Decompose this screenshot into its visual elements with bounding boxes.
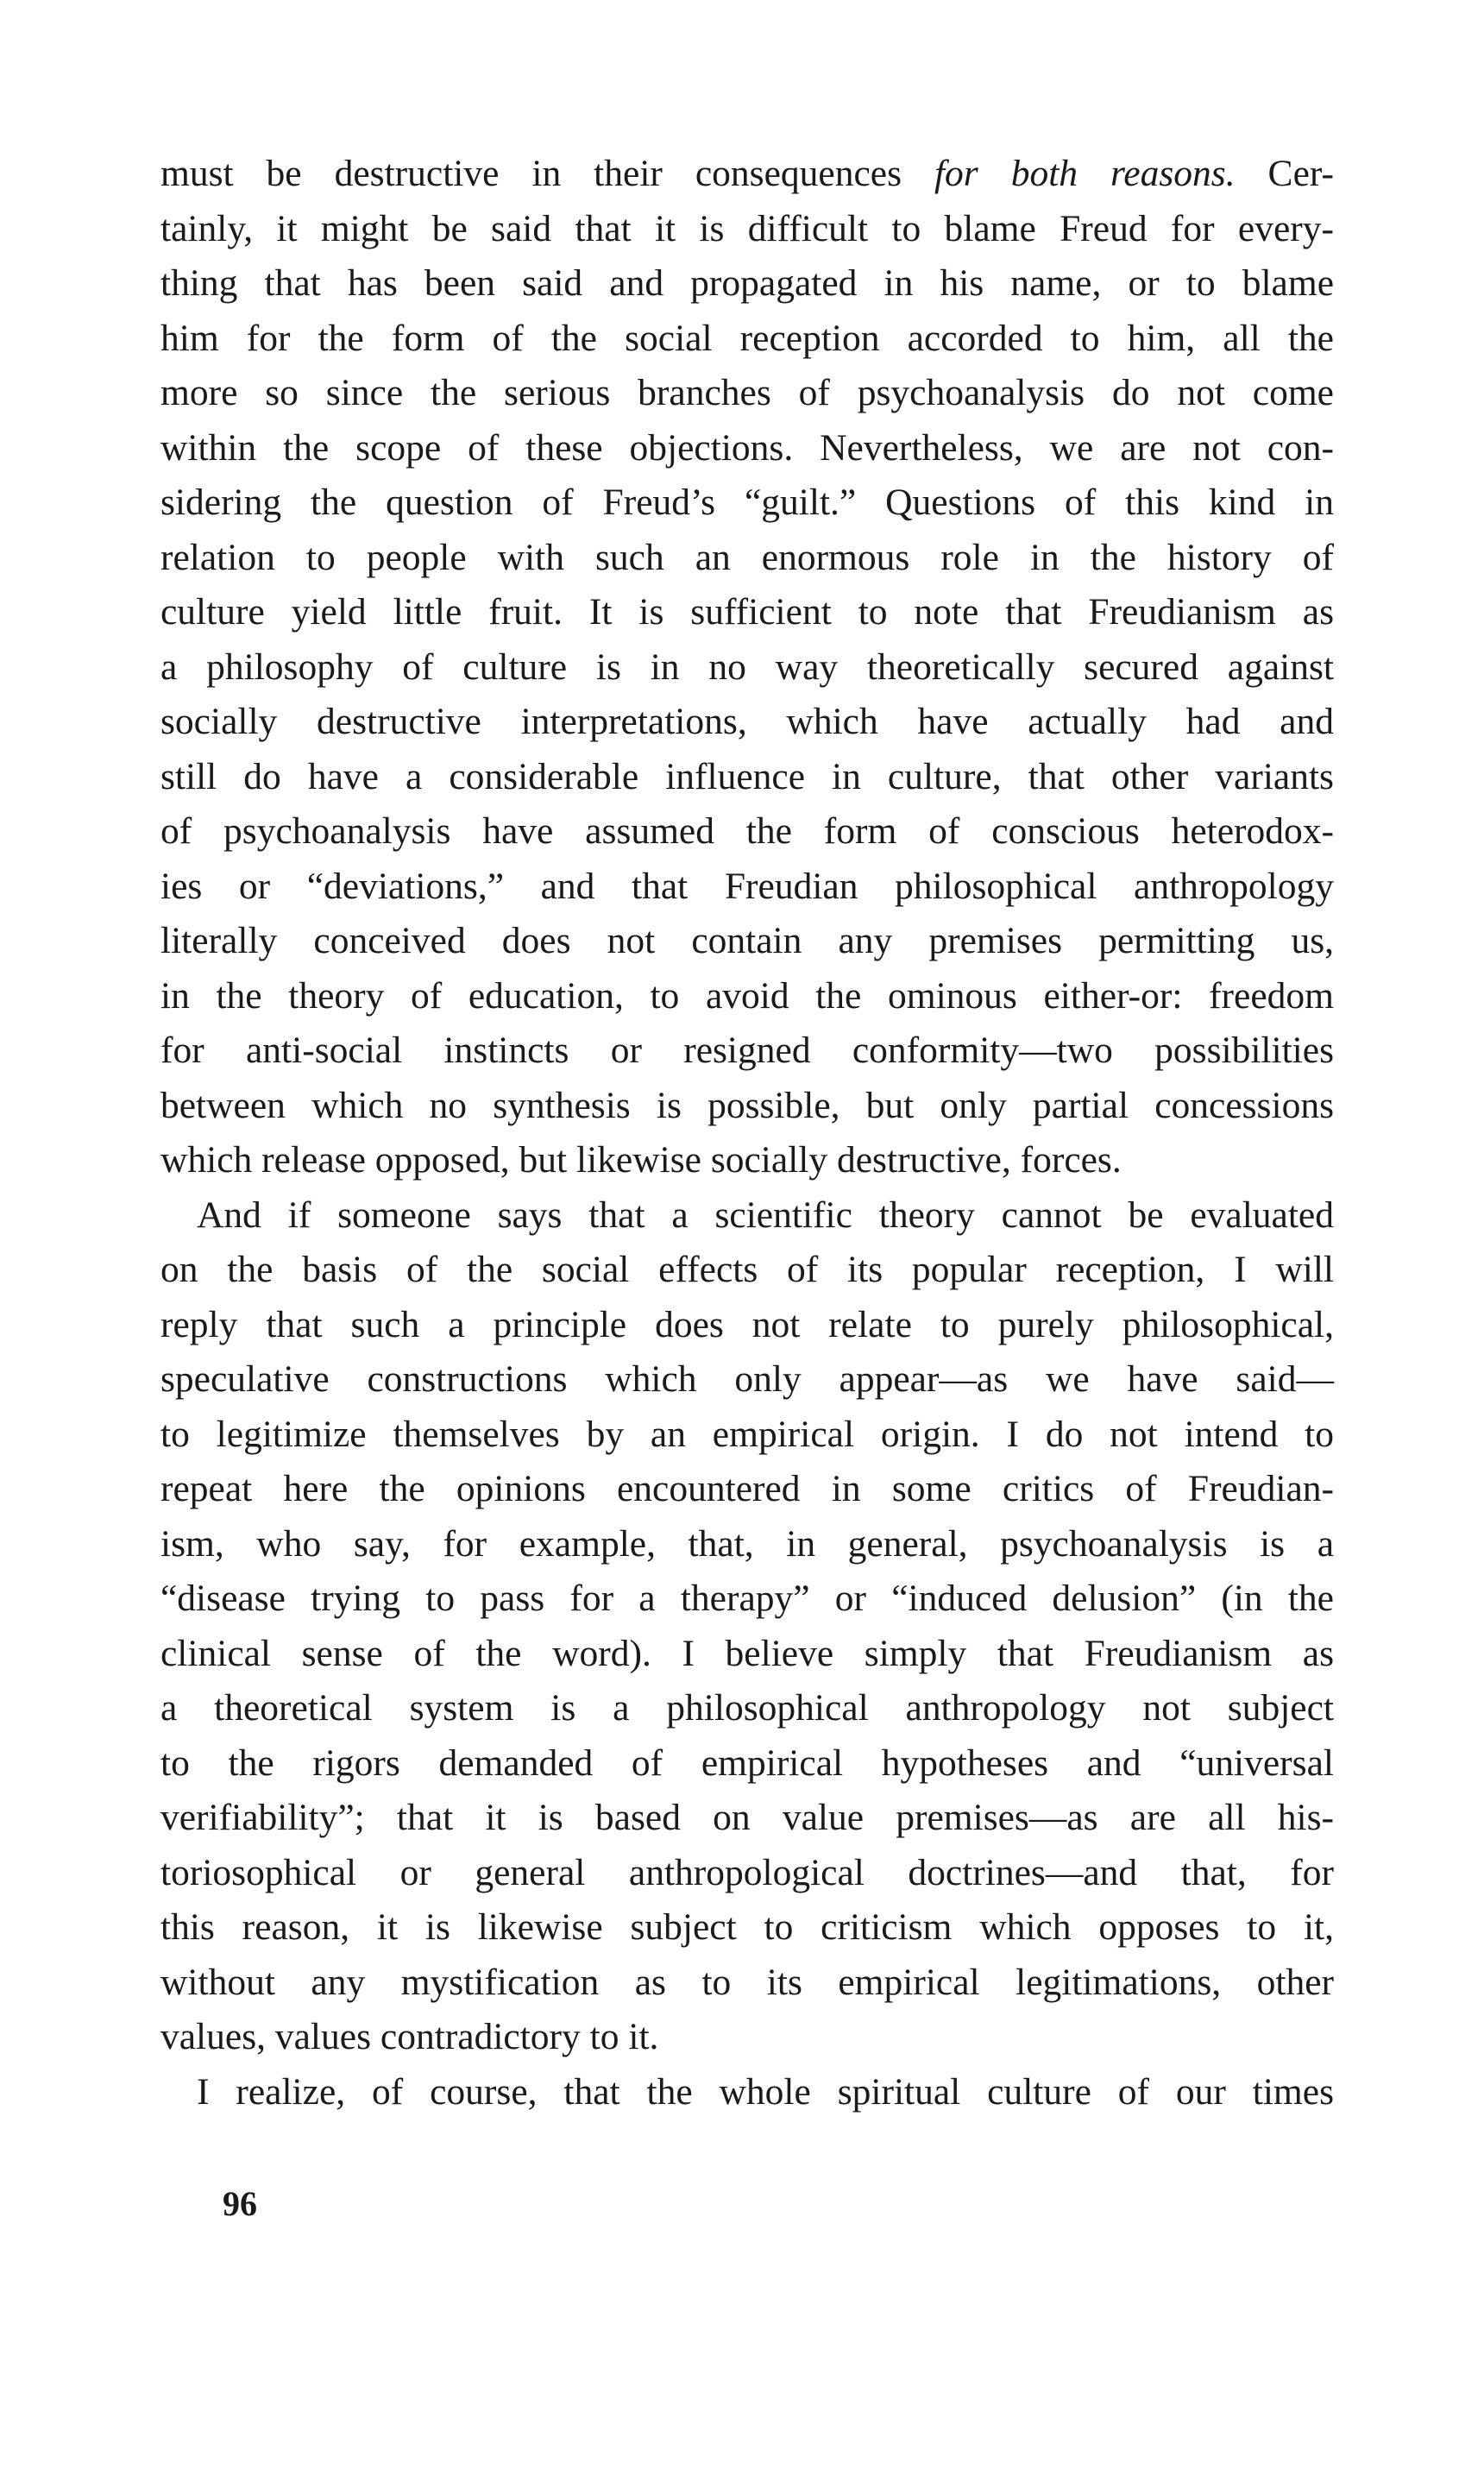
text-line: sidering the question of Freud’s “guilt.” Questions of this kind in: [160, 482, 1334, 523]
text-line: in the theory of education, to avoid the ominous either-or: freedom: [160, 974, 1334, 1017]
text-line: to the rigors demanded of empirical hypotheses and “universal: [160, 1742, 1334, 1784]
text-line: thing that has been said and propagated in his name, or to blame: [160, 262, 1334, 304]
text-line: must be destructive in their consequences for both reasons. Cer-: [160, 153, 1334, 194]
text-line: repeat here the opinions encountered in some critics of Freudian-: [160, 1468, 1334, 1509]
text-line: And if someone says that a scientific theory cannot be evaluated: [197, 1194, 1334, 1236]
text-line: speculative constructions which only appear—as we have said—: [160, 1358, 1334, 1400]
text-line: toriosophical or general anthropological doctrines—and that, for: [160, 1851, 1334, 1893]
text-line: a philosophy of culture is in no way theoretically secured against: [160, 646, 1334, 688]
text-line: ism, who say, for example, that, in general, psychoanalysis is a: [160, 1522, 1334, 1565]
paragraph: [160, 1188, 1334, 2065]
text-line: without any mystification as to its empirical legitimations, other: [160, 1961, 1334, 2003]
text-line: verifiability”; that it is based on value premises—as are all his-: [160, 1797, 1334, 1838]
text-line: which release opposed, but likewise socially destructive, forces.: [160, 1139, 1122, 1181]
text-line: socially destructive interpretations, which have actually had and: [160, 701, 1334, 742]
text-line: “disease trying to pass for a therapy” or “induced delusion” (in the: [160, 1578, 1334, 1619]
text-line: I realize, of course, that the whole spiritual culture of our times: [197, 2070, 1334, 2113]
text-line: between which no synthesis is possible, but only partial concessions: [160, 1084, 1334, 1126]
text-line: this reason, it is likewise subject to criticism which opposes to it,: [160, 1906, 1334, 1948]
paragraph: [160, 147, 1334, 1188]
text-line: a theoretical system is a philosophical anthropology not subject: [160, 1687, 1334, 1729]
text-line: to legitimize themselves by an empirical origin. I do not intend to: [160, 1413, 1334, 1455]
text-line: culture yield little fruit. It is sufficient to note that Freudianism as: [160, 591, 1334, 633]
text-line: values, values contradictory to it.: [160, 2016, 659, 2057]
body-text: [160, 147, 1334, 2120]
text-line: relation to people with such an enormous role in the history of: [160, 536, 1334, 578]
text-line: ies or “deviations,” and that Freudian philosophical anthropology: [160, 865, 1334, 907]
text-line: reply that such a principle does not relate to purely philosophical,: [160, 1303, 1334, 1345]
text-line: of psychoanalysis have assumed the form of conscious heterodox-: [160, 810, 1334, 852]
paragraph: [160, 2065, 1334, 2120]
text-line: tainly, it might be said that it is difficult to blame Freud for every-: [160, 207, 1334, 249]
text-line: still do have a considerable influence in culture, that other variants: [160, 755, 1334, 797]
text-line: more so since the serious branches of psychoanalysis do not come: [160, 372, 1334, 413]
text-line: for anti-social instincts or resigned conformity—two possibilities: [160, 1030, 1334, 1071]
text-line: on the basis of the social effects of its popular reception, I will: [160, 1249, 1334, 1290]
page-number: 96: [223, 2184, 257, 2223]
text-line: literally conceived does not contain any premises permitting us,: [160, 920, 1334, 961]
text-line: within the scope of these objections. Nevertheless, we are not con-: [160, 426, 1334, 469]
emphasis: for both reasons.: [934, 153, 1236, 194]
text-line: clinical sense of the word). I believe simply that Freudianism as: [160, 1632, 1334, 1674]
text-line: him for the form of the social reception accorded to him, all the: [160, 317, 1334, 359]
